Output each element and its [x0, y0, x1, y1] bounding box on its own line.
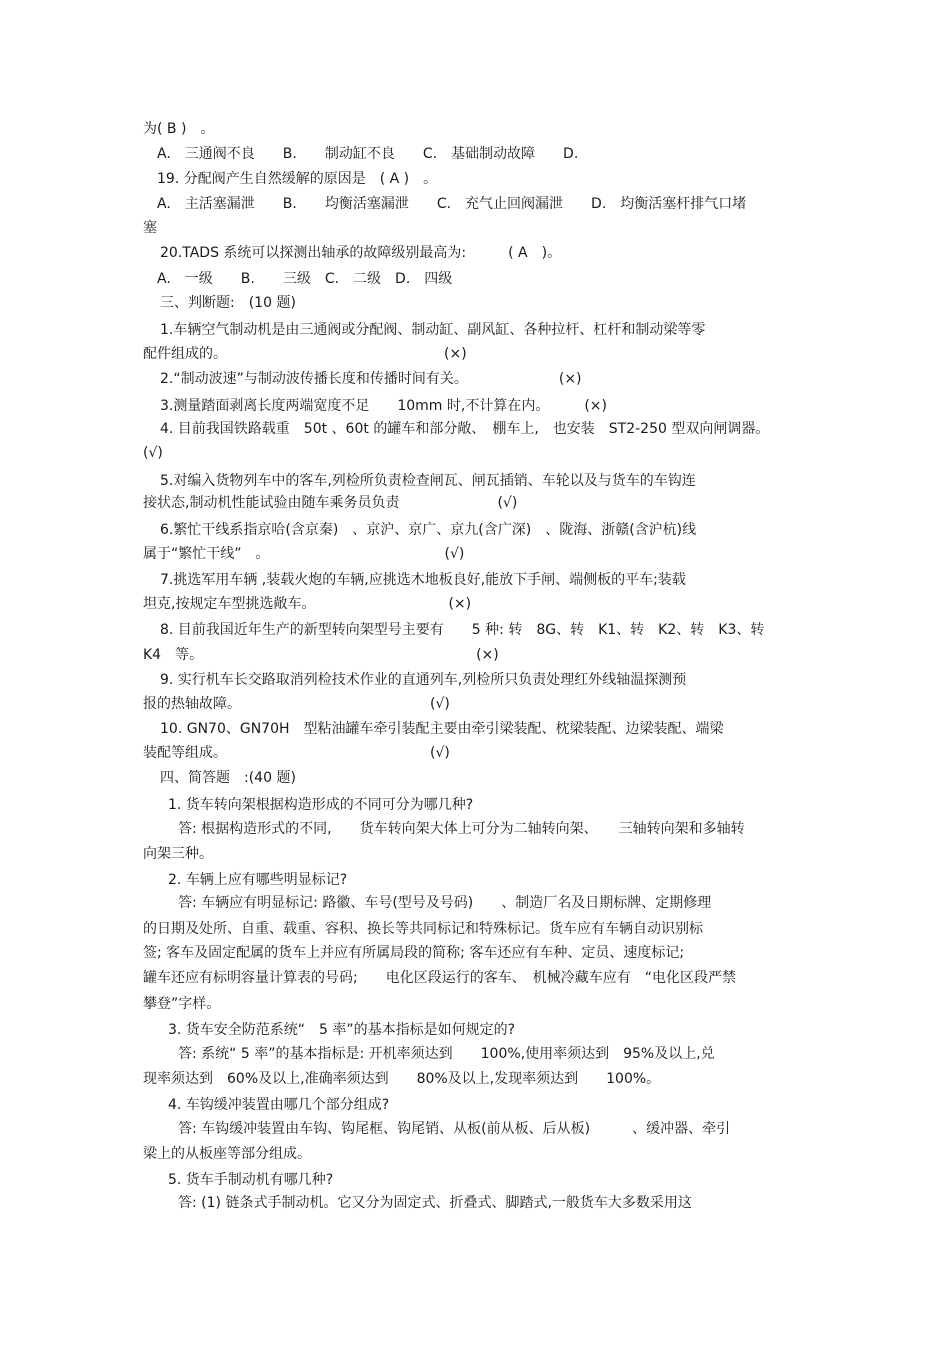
text-line: 20.TADS 系统可以探测出轴承的故障级别最高为: ( A )。	[160, 245, 562, 261]
text-line: A. 一级 B. 三级 C. 二级 D. 四级	[157, 271, 453, 287]
answer-line: 现率须达到 60%及以上,准确率须达到 80%及以上,发现率须达到 100%。	[143, 1071, 661, 1087]
text-line: K4 等。 (×)	[143, 647, 499, 663]
text-line: 报的热轴故障。 (√)	[143, 696, 450, 712]
text-line: 10. GN70、GN70H 型粘油罐车牵引装配主要由牵引梁装配、枕梁装配、边梁装配、端梁	[160, 721, 724, 737]
text-line: 6.繁忙干线系指京哈(含京秦) 、京沪、京广、京九(含广深) 、陇海、浙赣(含沪杭)线	[160, 522, 697, 538]
answer-line: 签; 客车及固定配属的货车上并应有所属局段的简称; 客车还应有车种、定员、速度标记;	[143, 945, 685, 961]
answer-line: 的日期及处所、自重、载重、容积、换长等共同标记和特殊标记。货车应有车辆自动识别标	[143, 921, 703, 937]
question-line: 3. 货车安全防范系统“ 5 率”的基本指标是如何规定的?	[168, 1022, 516, 1038]
text-line: 为( B ) 。	[143, 121, 215, 137]
text-line: 属于“繁忙干线” 。 (√)	[143, 546, 465, 562]
question-line: 1. 货车转向架根据构造形成的不同可分为哪几种?	[168, 797, 474, 813]
text-line: 装配等组成。 (√)	[143, 745, 450, 761]
text-line: 1.车辆空气制动机是由三通阀或分配阀、制动缸、副风缸、各种拉杆、杠杆和制动梁等零	[160, 322, 706, 338]
text-line: 9. 实行机车长交路取消列检技术作业的直通列车,列检所只负责处理红外线轴温探测预	[160, 672, 687, 688]
text-line: 4. 目前我国铁路载重 50t 、60t 的罐车和部分敞、 棚车上, 也安装 ST2-250 型双向闸调器。	[160, 421, 770, 437]
question-line: 5. 货车手制动机有哪几种?	[168, 1172, 334, 1188]
text-line: 坦克,按规定车型挑选敞车。 (×)	[143, 596, 472, 612]
text-line: 3.测量踏面剥离长度两端宽度不足 10mm 时,不计算在内。 (×)	[160, 398, 608, 414]
text-line: 接状态,制动机性能试验由随车乘务员负责 (√)	[143, 495, 518, 511]
text-line: A. 主活塞漏泄 B. 均衡活塞漏泄 C. 充气止回阀漏泄 D. 均衡活塞杆排气口堵	[157, 196, 747, 212]
answer-line: 梁上的从板座等部分组成。	[143, 1146, 311, 1162]
text-line: 配件组成的。 (×)	[143, 346, 467, 362]
answer-line: 答: 根据构造形式的不同, 货车转向架大体上可分为二轴转向架、 三轴转向架和多轴转	[178, 821, 745, 837]
text-line: 5.对编入货物列车中的客车,列检所负责检查闸瓦、闸瓦插销、车轮以及与货车的车钩连	[160, 473, 696, 489]
text-line: 2.“制动波速”与制动波传播长度和传播时间有关。 (×)	[160, 371, 582, 387]
text-line: 7.挑选军用车辆 ,装载火炮的车辆,应挑选木地板良好,能放下手闸、端侧板的平车;装载	[160, 572, 686, 588]
text-line: 塞	[143, 220, 157, 236]
answer-line: 罐车还应有标明容量计算表的号码; 电化区段运行的客车、 机械冷藏车应有 “电化区段严禁	[143, 970, 736, 986]
answer-line: 答: (1) 链条式手制动机。它又分为固定式、折叠式、脚踏式,一般货车大多数采用这	[178, 1195, 692, 1211]
text-line: 19. 分配阀产生自然缓解的原因是 ( A ) 。	[157, 171, 438, 187]
question-line: 2. 车辆上应有哪些明显标记?	[168, 872, 348, 888]
text-line: 8. 目前我国近年生产的新型转向架型号主要有 5 种: 转 8G、转 K1、转 K2、转 K3、转	[160, 622, 765, 638]
answer-line: 向架三种。	[143, 846, 213, 862]
text-line: A. 三通阀不良 B. 制动缸不良 C. 基础制动故障 D.	[157, 146, 579, 162]
section-heading: 四、简答题 :(40 题)	[160, 770, 296, 786]
text-line: (√)	[143, 445, 163, 461]
answer-line: 答: 车钩缓冲装置由车钩、钩尾框、钩尾销、从板(前从板、后从板) 、缓冲器、牵引	[178, 1121, 731, 1137]
question-line: 4. 车钩缓冲装置由哪几个部分组成?	[168, 1097, 390, 1113]
section-heading: 三、判断题: (10 题)	[160, 295, 296, 311]
answer-line: 答: 系统“ 5 率”的基本指标是: 开机率须达到 100%,使用率须达到 95%及以上,兑	[178, 1046, 715, 1062]
answer-line: 攀登”字样。	[143, 996, 221, 1012]
answer-line: 答: 车辆应有明显标记: 路徽、车号(型号及号码) 、制造厂名及日期标牌、定期修理	[178, 895, 712, 911]
